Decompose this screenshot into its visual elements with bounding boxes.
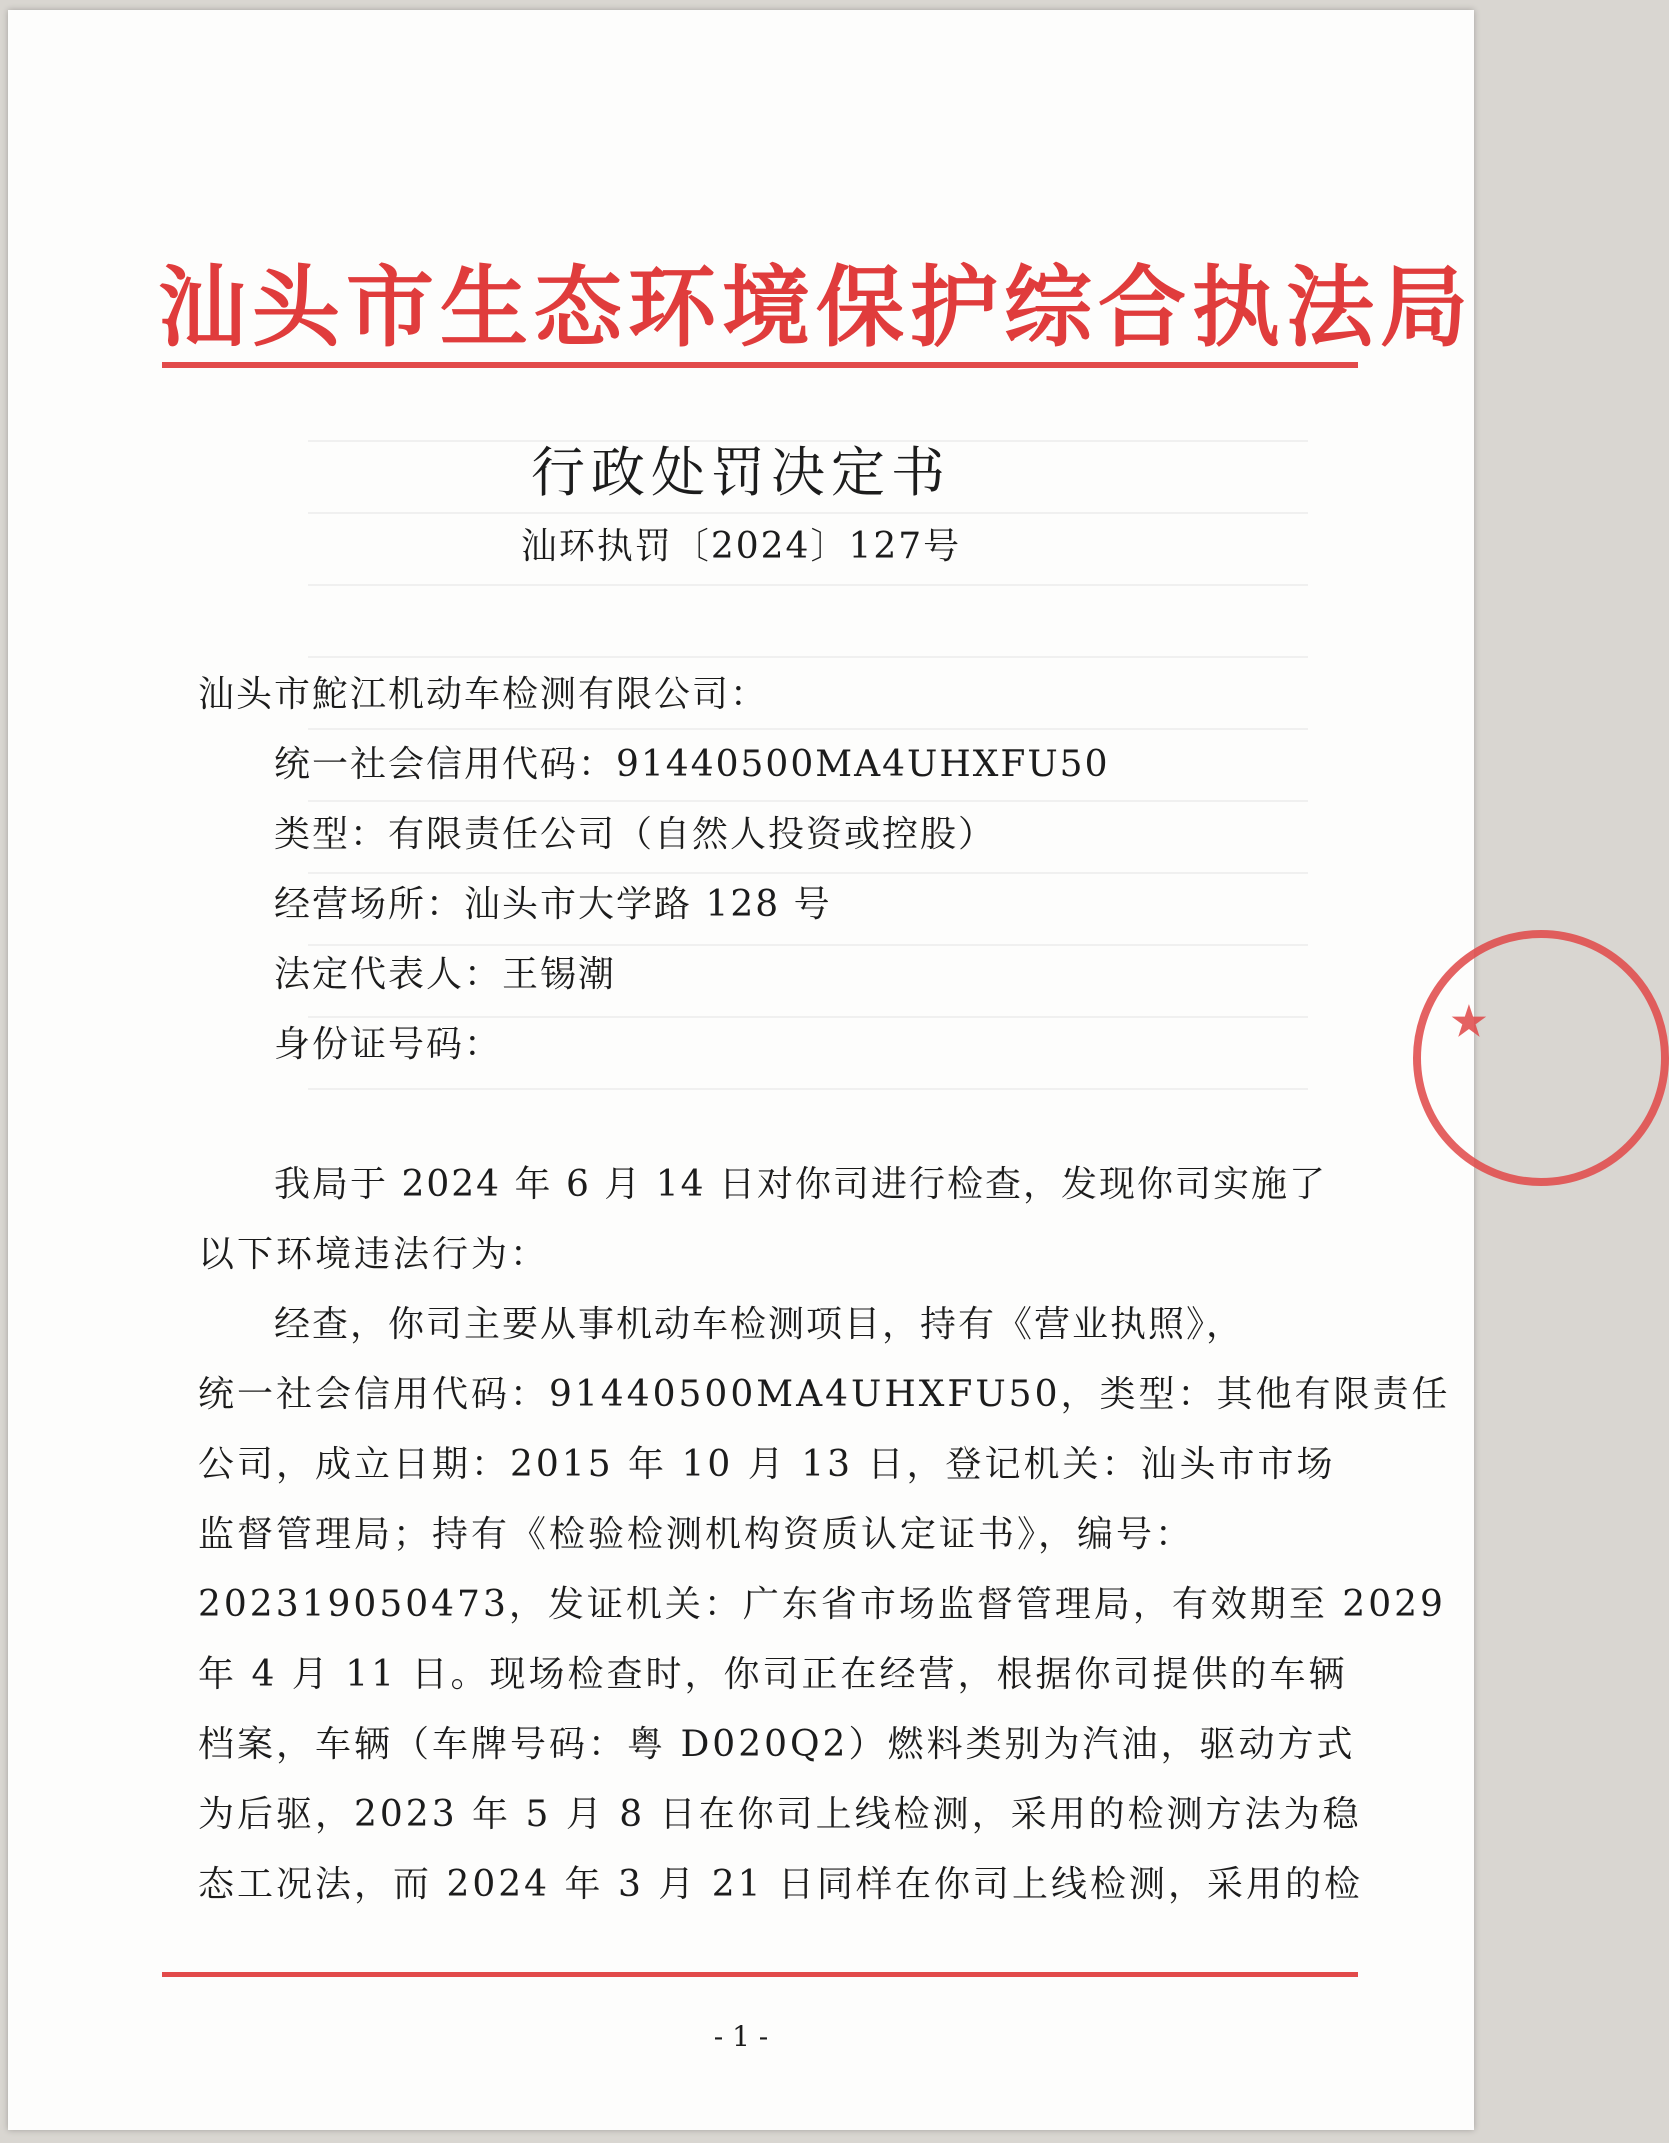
body-line: 监督管理局；持有《检验检测机构资质认定证书》，编号：	[198, 1514, 1195, 1555]
body-line: 以下环境违法行为：	[198, 1234, 550, 1275]
company-type-line: 类型：有限责任公司（自然人投资或控股）	[274, 814, 997, 855]
agency-header: 汕头市生态环境保护综合执法局	[158, 255, 1475, 359]
document-title: 行政处罚决定书	[531, 441, 951, 504]
credit-code-line: 统一社会信用代码：91440500MA4UHXFU50	[274, 744, 1110, 785]
body-line: 我局于 2024 年 6 月 14 日对你司进行检查，发现你司实施了	[274, 1164, 1327, 1205]
id-number-line: 身份证号码：	[274, 1024, 503, 1065]
footer-red-rule	[162, 1972, 1358, 1977]
document-page	[8, 10, 1487, 2130]
body-line: 经查，你司主要从事机动车检测项目，持有《营业执照》，	[274, 1304, 1245, 1345]
official-seal-partial	[1413, 930, 1669, 1186]
body-line: 202319050473，发证机关：广东省市场监督管理局，有效期至 2029	[198, 1584, 1446, 1625]
body-line: 态工况法，而 2024 年 3 月 21 日同样在你司上线检测，采用的检	[198, 1864, 1363, 1905]
header-red-rule	[162, 362, 1358, 368]
legal-representative-line: 法定代表人：王锡潮	[274, 954, 617, 995]
body-line: 年 4 月 11 日。现场检查时，你司正在经营，根据你司提供的车辆	[198, 1654, 1348, 1695]
page-number: - 1 -	[713, 2020, 769, 2053]
addressee: 汕头市鮀江机动车检测有限公司：	[198, 674, 769, 715]
body-line: 统一社会信用代码：91440500MA4UHXFU50，类型：其他有限责任	[198, 1374, 1451, 1415]
address-line: 经营场所：汕头市大学路 128 号	[274, 884, 832, 925]
body-line: 档案，车辆（车牌号码：粤 D020Q2）燃料类别为汽油，驱动方式	[198, 1724, 1356, 1765]
document-number: 汕环执罚〔2024〕127号	[520, 526, 962, 567]
seal-mark-icon: ★	[1451, 998, 1487, 1045]
body-line: 为后驱，2023 年 5 月 8 日在你司上线检测，采用的检测方法为稳	[198, 1794, 1362, 1835]
body-line: 公司，成立日期：2015 年 10 月 13 日，登记机关：汕头市市场	[198, 1444, 1336, 1485]
